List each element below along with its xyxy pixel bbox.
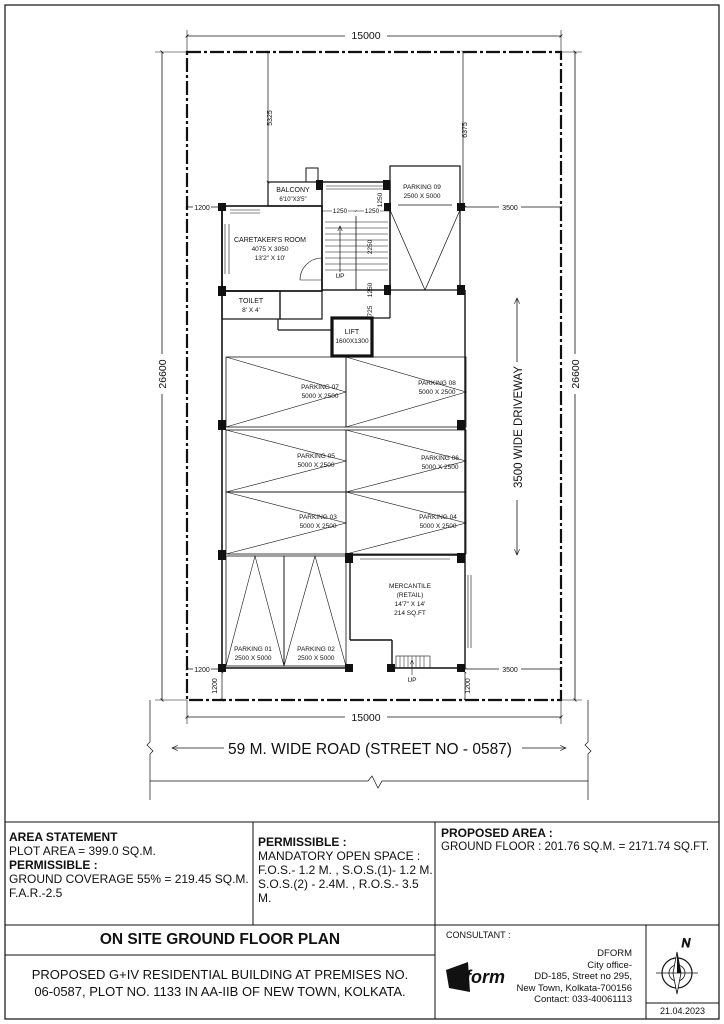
balcony-name: BALCONY	[276, 187, 310, 194]
svg-text:1200: 1200	[194, 667, 210, 674]
consultant-heading-block	[446, 930, 546, 941]
parking-08-size: 5000 X 2500	[418, 389, 456, 396]
mercantile-area: 214 SQ.FT	[394, 610, 426, 617]
setbacks-line1: F.O.S.- 1.2 M. , S.O.S.(1)- 1.2 M.	[258, 863, 433, 877]
consultant-name: DFORM	[597, 948, 632, 959]
lift-name: LIFT	[344, 329, 360, 336]
balcony-size: 6'10"X3'5"	[279, 197, 307, 203]
parking-06-size: 5000 X 2500	[421, 464, 459, 471]
dim-driveway-bottom	[465, 664, 561, 674]
parking-02-size: 2500 X 5000	[297, 655, 335, 662]
north-arrow-icon	[656, 936, 698, 994]
proposed-area-heading: PROPOSED AREA :	[441, 826, 553, 840]
parking-08-name: PARKING 08	[418, 380, 456, 387]
dim-right-height	[561, 52, 583, 700]
dim-front-setback	[267, 52, 274, 182]
description-line1: PROPOSED G+IV RESIDENTIAL BUILDING AT PREMISES NO.	[31, 967, 409, 982]
parking-01-size: 2500 X 5000	[234, 655, 272, 662]
ground-coverage: GROUND COVERAGE 55% = 219.45 SQ.M.	[9, 872, 249, 886]
parking-07-size: 5000 X 2500	[301, 393, 339, 400]
date-block	[646, 1006, 719, 1017]
driveway-label: 3500 WIDE DRIVEWAY	[513, 365, 525, 489]
parking-01-name: PARKING 01	[234, 646, 272, 653]
parking-05-size: 5000 X 2500	[297, 462, 335, 469]
parking-09-size: 2500 X 5000	[403, 193, 441, 200]
parking-03-name: PARKING 03	[299, 514, 337, 521]
area-statement-block	[9, 830, 251, 900]
setbacks-line2: S.O.S.(2) - 2.4M. , R.O.S.- 3.5 M.	[258, 877, 419, 905]
parking-09-name: PARKING 09	[403, 184, 441, 191]
caretaker-size-ft: 13'2" X 10'	[254, 255, 286, 262]
dim-bottom-width-label: 15000	[351, 712, 381, 724]
dim-back-setback	[462, 52, 469, 206]
parking-06-name: PARKING 06	[421, 455, 459, 462]
area-statement-heading: AREA STATEMENT	[9, 830, 118, 844]
mercantile-sub: (RETAIL)	[396, 592, 424, 599]
parking-04-name: PARKING 04	[419, 514, 457, 521]
date-value: 21.04.2023	[659, 1006, 706, 1016]
driveway	[513, 298, 525, 555]
lift-size: 1600X1300	[335, 338, 369, 345]
room-labels	[234, 184, 459, 684]
dim-right-height-label: 26600	[570, 359, 582, 389]
shop-up-label: UP	[407, 677, 417, 684]
svg-text:2250: 2250	[367, 239, 374, 255]
dim-left-height	[154, 52, 187, 700]
description-line2: 06-0587, PLOT NO. 1133 IN AA-IIB OF NEW TOWN, KOLKATA.	[34, 984, 406, 999]
dim-top-width	[187, 28, 561, 52]
svg-text:1200: 1200	[212, 678, 219, 694]
far-value: F.A.R.-2.5	[9, 886, 63, 900]
svg-text:1250: 1250	[332, 208, 348, 215]
svg-text:1250: 1250	[367, 282, 374, 298]
dim-left-height-label: 26600	[157, 359, 169, 389]
toilet-size: 8' X 4'	[242, 307, 260, 314]
parking-07-name: PARKING 07	[301, 384, 339, 391]
consultant-details	[480, 948, 632, 1006]
parking-04-size: 5000 X 2500	[419, 523, 457, 530]
dim-top-width-label: 15000	[351, 30, 381, 42]
drawing-title-text: ON SITE GROUND FLOOR PLAN	[99, 931, 341, 948]
permissible-block-heading: PERMISSIBLE :	[258, 835, 347, 849]
permissible-heading: PERMISSIBLE :	[9, 858, 98, 872]
svg-text:1250: 1250	[364, 208, 380, 215]
svg-text:3500: 3500	[502, 205, 518, 212]
consultant-contact: Contact: 033-40061113	[534, 994, 632, 1005]
caretaker-size-mm: 4075 X 3050	[251, 246, 289, 253]
dim-side-top	[187, 202, 222, 212]
proposed-area-block	[441, 826, 717, 854]
permissible-block	[258, 835, 434, 905]
consultant-office: City office-	[587, 959, 632, 971]
plot-boundary	[187, 52, 561, 700]
plot-area: PLOT AREA = 399.0 SQ.M.	[9, 844, 156, 858]
svg-text:1200: 1200	[194, 205, 210, 212]
svg-text:5325: 5325	[267, 110, 274, 126]
mercantile-size: 14'7" X 14'	[394, 601, 426, 608]
consultant-address1: DD-185, Street no 295,	[534, 971, 632, 982]
dim-bottom-width	[187, 700, 561, 724]
svg-text:6375: 6375	[462, 122, 469, 138]
svg-text:725: 725	[367, 305, 374, 317]
stair-up-label: UP	[335, 273, 345, 280]
dim-driveway-top	[465, 202, 561, 212]
svg-text:3500: 3500	[502, 667, 518, 674]
svg-text:1250: 1250	[377, 192, 384, 208]
dim-front-right	[465, 672, 472, 700]
consultant-heading: CONSULTANT :	[446, 930, 511, 940]
dim-front-left	[212, 672, 222, 700]
svg-text:1200: 1200	[465, 678, 472, 694]
mandatory-open-space: MANDATORY OPEN SPACE :	[258, 849, 421, 863]
caretaker-name: CARETAKER'S ROOM	[234, 237, 306, 244]
parking-05-name: PARKING 05	[297, 453, 335, 460]
mercantile-name: MERCANTILE	[389, 583, 431, 590]
north-label: N	[681, 936, 691, 950]
logo-text: Dform	[452, 967, 505, 987]
parking-03-size: 5000 X 2500	[299, 523, 337, 530]
dim-side-bottom	[187, 664, 222, 674]
ground-floor-area: GROUND FLOOR : 201.76 SQ.M. = 2171.74 SQ.FT.	[441, 841, 710, 853]
parking-02-name: PARKING 02	[297, 646, 335, 653]
toilet-name: TOILET	[238, 298, 264, 305]
drawing-title	[5, 930, 435, 950]
project-description	[5, 966, 435, 1000]
road-label: 59 M. WIDE ROAD (STREET NO - 0587)	[228, 741, 512, 758]
consultant-address2: New Town, Kolkata-700156	[516, 982, 632, 994]
